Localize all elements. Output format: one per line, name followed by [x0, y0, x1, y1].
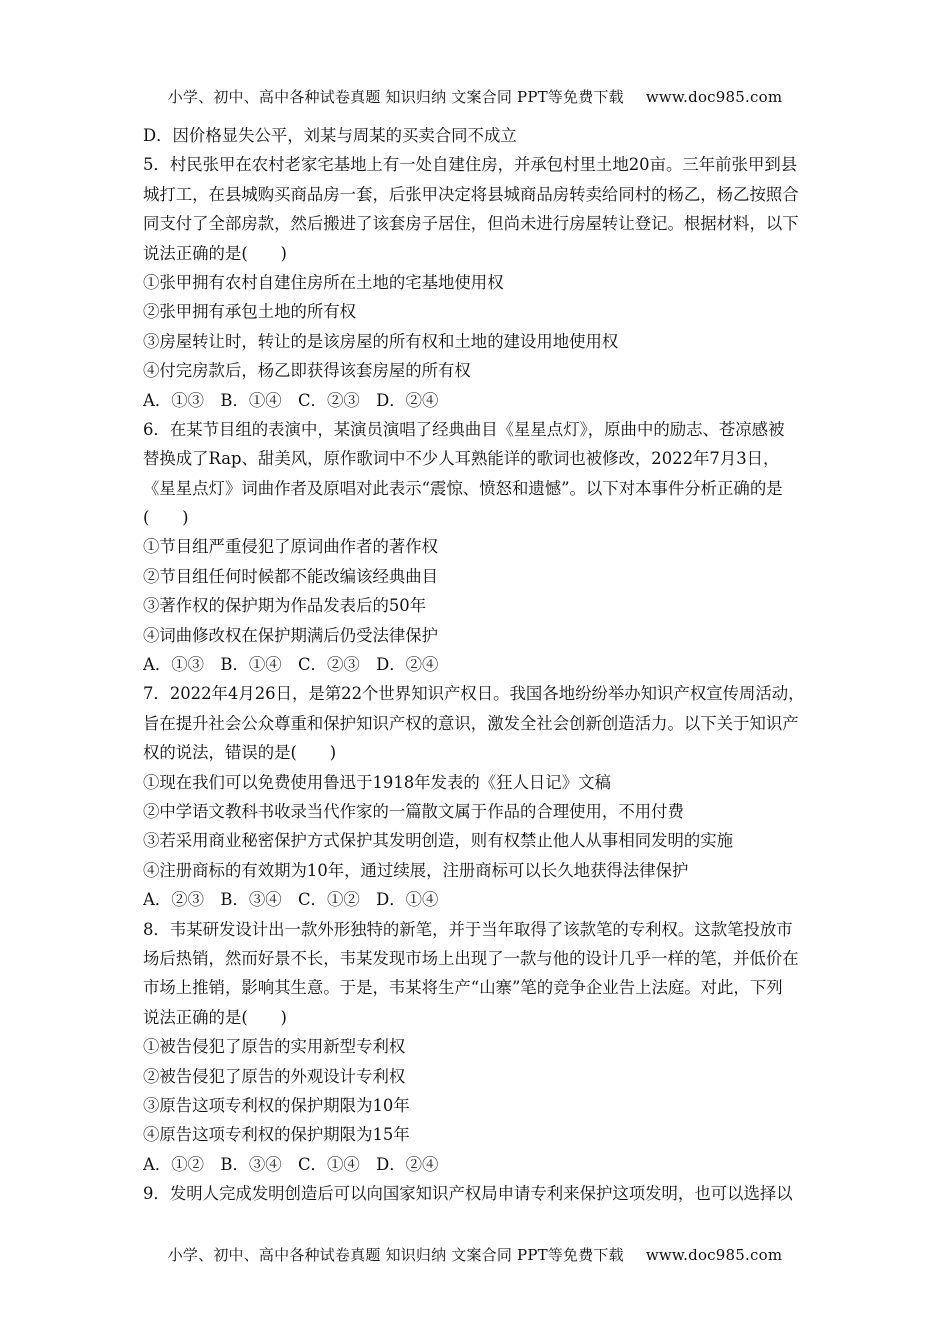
- text-line: 市场上推销，影响其生意。于是，韦某将生产“山寨”笔的竞争企业告上法庭。对此，下列: [143, 978, 783, 998]
- answer-options: A．②③ B．③④ C．①② D．①④: [143, 890, 439, 910]
- header-site-link[interactable]: www.doc985.com: [645, 88, 783, 106]
- page-header: [0, 86, 950, 107]
- text-line: 说法正确的是( ): [143, 1007, 287, 1027]
- statement-item: ①张甲拥有农村自建住房所在土地的宅基地使用权: [143, 272, 504, 292]
- text-line: 城打工，在县城购买商品房一套，后张甲决定将县城商品房转卖给同村的杨乙，杨乙按照合: [143, 184, 799, 204]
- question-6-stem: 6．在某节目组的表演中，某演员演唱了经典曲目《星星点灯》，原曲中的励志、苍凉感被: [143, 419, 785, 439]
- statement-item: ③著作权的保护期为作品发表后的50年: [143, 596, 427, 616]
- statement-item: ④注册商标的有效期为10年，通过续展，注册商标可以长久地获得法律保护: [143, 860, 689, 880]
- statement-item: ①现在我们可以免费使用鲁迅于1918年发表的《狂人日记》文稿: [143, 772, 611, 792]
- text-line: 说法正确的是( ): [143, 243, 287, 263]
- question-5-stem: 5．村民张甲在农村老家宅基地上有一处自建住房，并承包村里土地20亩。三年前张甲到县: [143, 155, 798, 175]
- statement-item: ②节目组任何时候都不能改编该经典曲目: [143, 566, 439, 586]
- answer-options: A．①③ B．①④ C．②③ D．②④: [143, 655, 439, 675]
- header-text: 小学、初中、高中各种试卷真题 知识归纳 文案合同 PPT等免费下载: [167, 88, 624, 106]
- text-line: 《星星点灯》词曲作者及原唱对此表示“震惊、愤怒和遗憾”。以下对本事件分析正确的是: [143, 478, 783, 498]
- text-line: 权的说法，错误的是( ): [143, 743, 337, 763]
- answer-options: A．①③ B．①④ C．②③ D．②④: [143, 390, 439, 410]
- question-8-stem: 8．韦某研发设计出一款外形独特的新笔，并于当年取得了该款笔的专利权。这款笔投放市: [143, 919, 793, 939]
- statement-item: ②张甲拥有承包土地的所有权: [143, 302, 357, 322]
- footer-text: 小学、初中、高中各种试卷真题 知识归纳 文案合同 PPT等免费下载: [167, 1246, 624, 1264]
- statement-item: ③若采用商业秘密保护方式保护其发明创造，则有权禁止他人从事相同发明的实施: [143, 831, 734, 851]
- text-line: D．因价格显失公平，刘某与周某的买卖合同不成立: [143, 126, 517, 145]
- document-body: [143, 121, 823, 1208]
- page-footer: [0, 1244, 950, 1265]
- statement-item: ③房屋转让时，转让的是该房屋的所有权和土地的建设用地使用权: [143, 331, 619, 351]
- statement-item: ④词曲修改权在保护期满后仍受法律保护: [143, 625, 439, 645]
- text-line: 替换成了Rap、甜美风，原作歌词中不少人耳熟能详的歌词也被修改，2022年7月3日，: [143, 449, 780, 469]
- statement-item: ①被告侵犯了原告的实用新型专利权: [143, 1037, 406, 1057]
- footer-site-link[interactable]: www.doc985.com: [645, 1246, 783, 1264]
- statement-item: ③原告这项专利权的保护期限为10年: [143, 1095, 410, 1115]
- statement-item: ②被告侵犯了原告的外观设计专利权: [143, 1066, 406, 1086]
- statement-item: ④原告这项专利权的保护期限为15年: [143, 1125, 410, 1145]
- question-9-stem: 9．发明人完成发明创造后可以向国家知识产权局申请专利来保护这项发明，也可以选择以: [143, 1184, 793, 1204]
- question-7-stem: 7．2022年4月26日，是第22个世界知识产权日。我国各地纷纷举办知识产权宣传周活动，: [143, 684, 805, 704]
- text-line: 场后热销，然而好景不长，韦某发现市场上出现了一款与他的设计几乎一样的笔，并低价在: [143, 948, 799, 968]
- statement-item: ④付完房款后，杨乙即获得该套房屋的所有权: [143, 361, 471, 381]
- text-line: 同支付了全部房款，然后搬进了该套房子居住，但尚未进行房屋转让登记。根据材料，以下: [143, 214, 799, 234]
- text-line: 旨在提升社会公众尊重和保护知识产权的意识，激发全社会创新创造活力。以下关于知识产: [143, 713, 799, 733]
- statement-item: ②中学语文教科书收录当代作家的一篇散文属于作品的合理使用，不用付费: [143, 801, 684, 821]
- text-line: ( ): [143, 508, 189, 528]
- answer-options: A．①② B．③④ C．①④ D．②④: [143, 1154, 439, 1174]
- statement-item: ①节目组严重侵犯了原词曲作者的著作权: [143, 537, 439, 557]
